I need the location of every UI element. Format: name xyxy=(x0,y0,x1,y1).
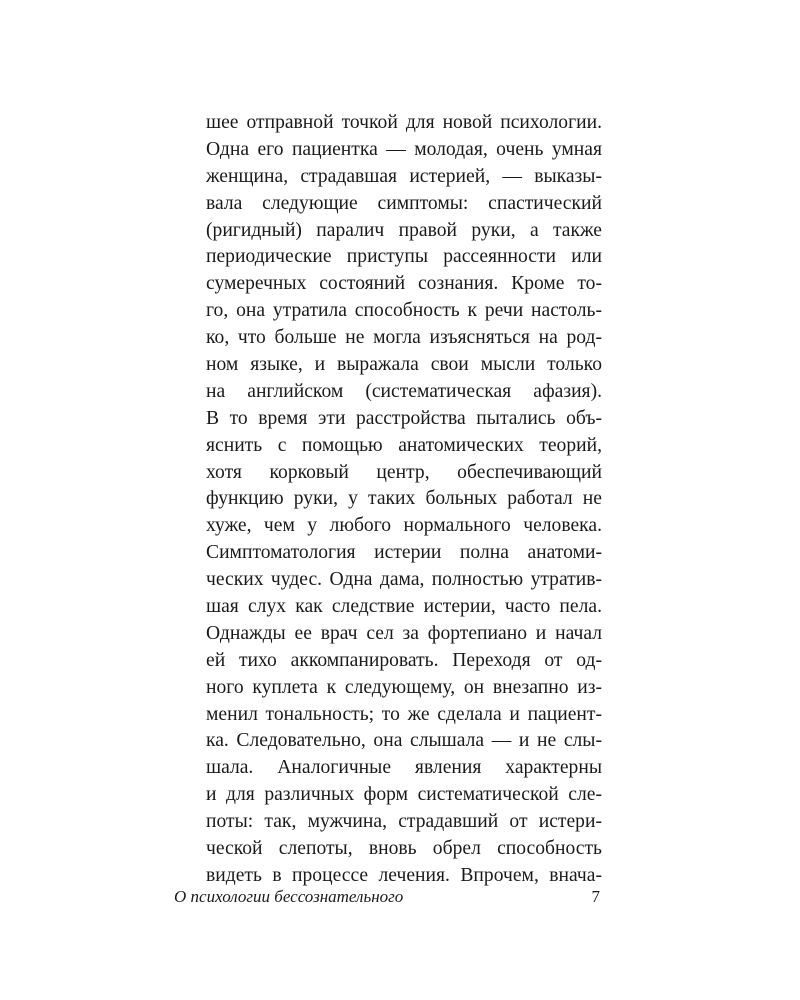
text-line: В то время эти расстройства пытались объ- xyxy=(206,407,602,429)
text-line: женщина, страдавшая истерией, — выказы- xyxy=(206,165,602,187)
text-line: ей тихо аккомпанировать. Переходя от од- xyxy=(206,649,602,671)
text-line: Симптоматология истерии полна анатоми- xyxy=(206,542,602,564)
text-line: ном языке, и выражала свои мысли только xyxy=(206,354,602,376)
text-line: шее отправной точкой для новой психологии. xyxy=(206,112,602,133)
body-text xyxy=(206,110,602,890)
text-line: хуже, чем у любого нормального человека. xyxy=(206,515,602,537)
text-line: (ригидный) паралич правой руки, а также xyxy=(206,219,602,241)
text-line: видеть в процессе лечения. Впрочем, внача- xyxy=(206,864,602,886)
text-line: вала следующие симптомы: спастический xyxy=(206,192,602,214)
text-line: Однажды ее врач сел за фортепиано и начал xyxy=(206,622,602,644)
page-number: 7 xyxy=(591,887,600,906)
running-title: О психологии бессознательного xyxy=(174,887,404,906)
text-line: ческой слепоты, вновь обрел способность xyxy=(206,838,602,860)
text-line: менил тональность; то же сделала и пациент- xyxy=(206,703,602,725)
text-line: шала. Аналогичные явления характерны xyxy=(206,757,602,779)
text-line: хотя корковый центр, обеспечивающий xyxy=(206,461,602,483)
text-line: Одна его пациентка — молодая, очень умная xyxy=(206,138,602,160)
text-line: поты: так, мужчина, страдавший от истери- xyxy=(206,811,602,833)
text-line: и для различных форм систематической сле- xyxy=(206,784,602,806)
text-line: го, она утратила способность к речи настоль- xyxy=(206,300,602,322)
text-line: ного куплета к следующему, он внезапно из- xyxy=(206,676,602,698)
text-line: ко, что больше не могла изъясняться на род- xyxy=(206,327,602,349)
text-line: шая слух как следствие истерии, часто пела. xyxy=(206,596,602,618)
text-line: ческих чудес. Одна дама, полностью утратив- xyxy=(206,569,602,591)
text-line: периодические приступы рассеянности или xyxy=(206,246,602,268)
page-footer xyxy=(174,884,602,910)
text-line: яснить с помощью анатомических теорий, xyxy=(206,434,602,456)
text-line: сумеречных состояний сознания. Кроме то- xyxy=(206,273,602,295)
text-line: ка. Следовательно, она слышала — и не слы- xyxy=(206,730,602,752)
text-line: функцию руки, у таких больных работал не xyxy=(206,488,602,510)
text-line: на английском (систематическая афазия). xyxy=(206,380,602,402)
